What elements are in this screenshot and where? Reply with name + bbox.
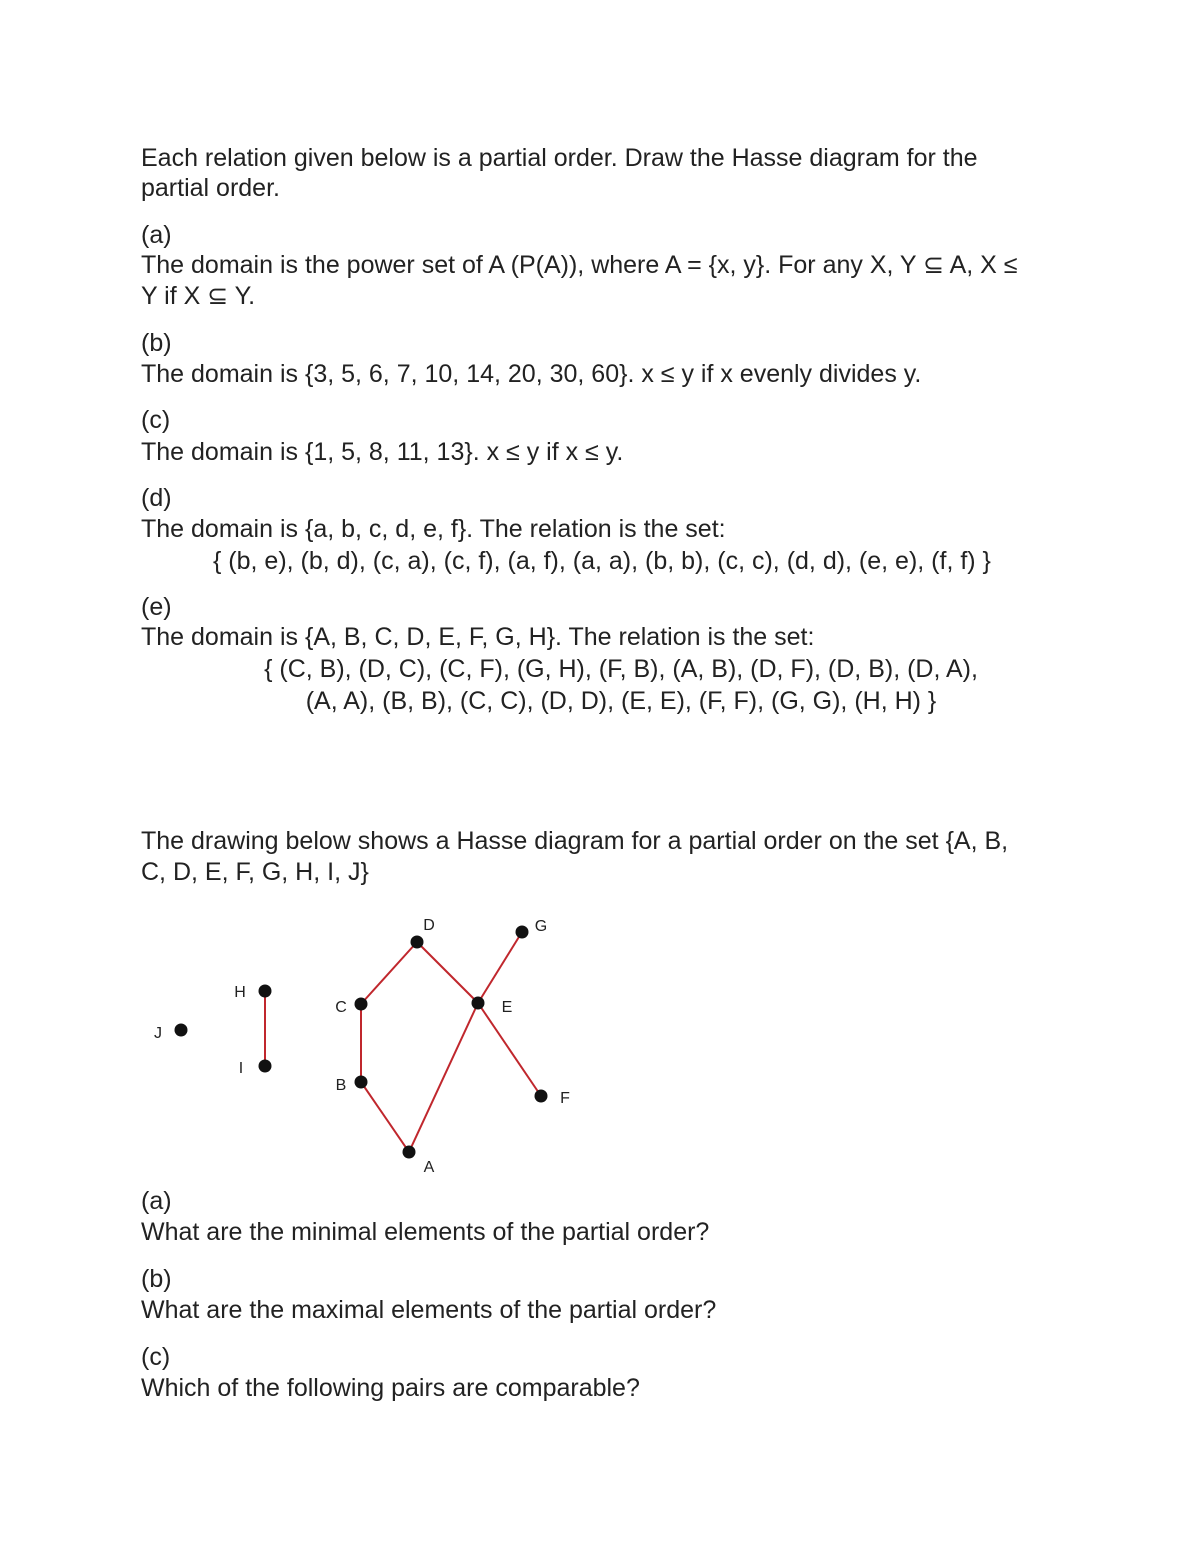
part1-d-label: (d) bbox=[141, 484, 172, 512]
hasse-node-label-c: C bbox=[335, 999, 347, 1016]
part1-e-label: (e) bbox=[141, 593, 172, 621]
hasse-node-label-h: H bbox=[234, 984, 246, 1001]
part2-c-label: (c) bbox=[141, 1343, 171, 1371]
part1-e-set-line1: { (C, B), (D, C), (C, F), (G, H), (F, B), (A, B), (D, F), (D, B), (D, A), bbox=[264, 655, 978, 683]
part2-b-question: What are the maximal elements of the partial order? bbox=[141, 1296, 717, 1324]
hasse-edge-a-e bbox=[409, 1003, 478, 1152]
part1-intro-line2: partial order. bbox=[141, 174, 280, 202]
part2-c-question: Which of the following pairs are comparable? bbox=[141, 1374, 640, 1402]
part1-e-line1: The domain is {A, B, C, D, E, F, G, H}. The relation is the set: bbox=[141, 623, 815, 651]
part1-b-label: (b) bbox=[141, 329, 172, 357]
hasse-edge-a-b bbox=[361, 1082, 409, 1152]
part2-b-label: (b) bbox=[141, 1265, 172, 1293]
hasse-node-c bbox=[355, 998, 368, 1011]
hasse-edge-c-d bbox=[361, 942, 417, 1004]
hasse-edge-d-e bbox=[417, 942, 478, 1003]
part1-c-label: (c) bbox=[141, 406, 171, 434]
hasse-edge-e-g bbox=[478, 932, 522, 1003]
hasse-node-label-d: D bbox=[423, 917, 435, 934]
hasse-node-e bbox=[472, 997, 485, 1010]
hasse-node-b bbox=[355, 1076, 368, 1089]
hasse-node-label-i: I bbox=[238, 1060, 244, 1077]
part1-e-set-line2: (A, A), (B, B), (C, C), (D, D), (E, E), (F, F), (G, G), (H, H) } bbox=[305, 687, 937, 715]
hasse-node-label-g: G bbox=[534, 918, 548, 935]
part2-a-label: (a) bbox=[141, 1187, 172, 1215]
hasse-node-f bbox=[535, 1090, 548, 1103]
hasse-node-label-f: F bbox=[560, 1090, 570, 1107]
hasse-edge-e-f bbox=[478, 1003, 541, 1096]
hasse-node-label-e: E bbox=[501, 999, 513, 1016]
part1-c-line1: The domain is {1, 5, 8, 11, 13}. x ≤ y if x ≤ y. bbox=[141, 438, 624, 466]
part1-d-set: { (b, e), (b, d), (c, a), (c, f), (a, f), (a, a), (b, b), (c, c), (d, d), (e, e), (f, f) } bbox=[213, 547, 991, 575]
hasse-node-j bbox=[175, 1024, 188, 1037]
part1-d-line1: The domain is {a, b, c, d, e, f}. The relation is the set: bbox=[141, 515, 726, 543]
hasse-node-h bbox=[259, 985, 272, 998]
hasse-node-label-a: A bbox=[423, 1159, 435, 1176]
part1-a-line1: The domain is the power set of A (P(A)), where A = {x, y}. For any X, Y ⊆ A, X ≤ bbox=[141, 251, 1018, 279]
part1-intro-line1: Each relation given below is a partial order. Draw the Hasse diagram for the bbox=[141, 144, 978, 172]
hasse-node-d bbox=[411, 936, 424, 949]
part1-a-line2: Y if X ⊆ Y. bbox=[141, 282, 256, 310]
part2-intro-line2: C, D, E, F, G, H, I, J} bbox=[141, 858, 369, 886]
part2-a-question: What are the minimal elements of the partial order? bbox=[141, 1218, 710, 1246]
hasse-diagram bbox=[0, 900, 1200, 1190]
part1-b-line1: The domain is {3, 5, 6, 7, 10, 14, 20, 30, 60}. x ≤ y if x evenly divides y. bbox=[141, 360, 922, 388]
part2-intro-line1: The drawing below shows a Hasse diagram for a partial order on the set {A, B, bbox=[141, 827, 1009, 855]
part1-a-label: (a) bbox=[141, 221, 172, 249]
hasse-node-i bbox=[259, 1060, 272, 1073]
hasse-node-label-b: B bbox=[335, 1077, 347, 1094]
hasse-node-label-j: J bbox=[154, 1025, 162, 1042]
hasse-node-a bbox=[403, 1146, 416, 1159]
hasse-node-g bbox=[516, 926, 529, 939]
